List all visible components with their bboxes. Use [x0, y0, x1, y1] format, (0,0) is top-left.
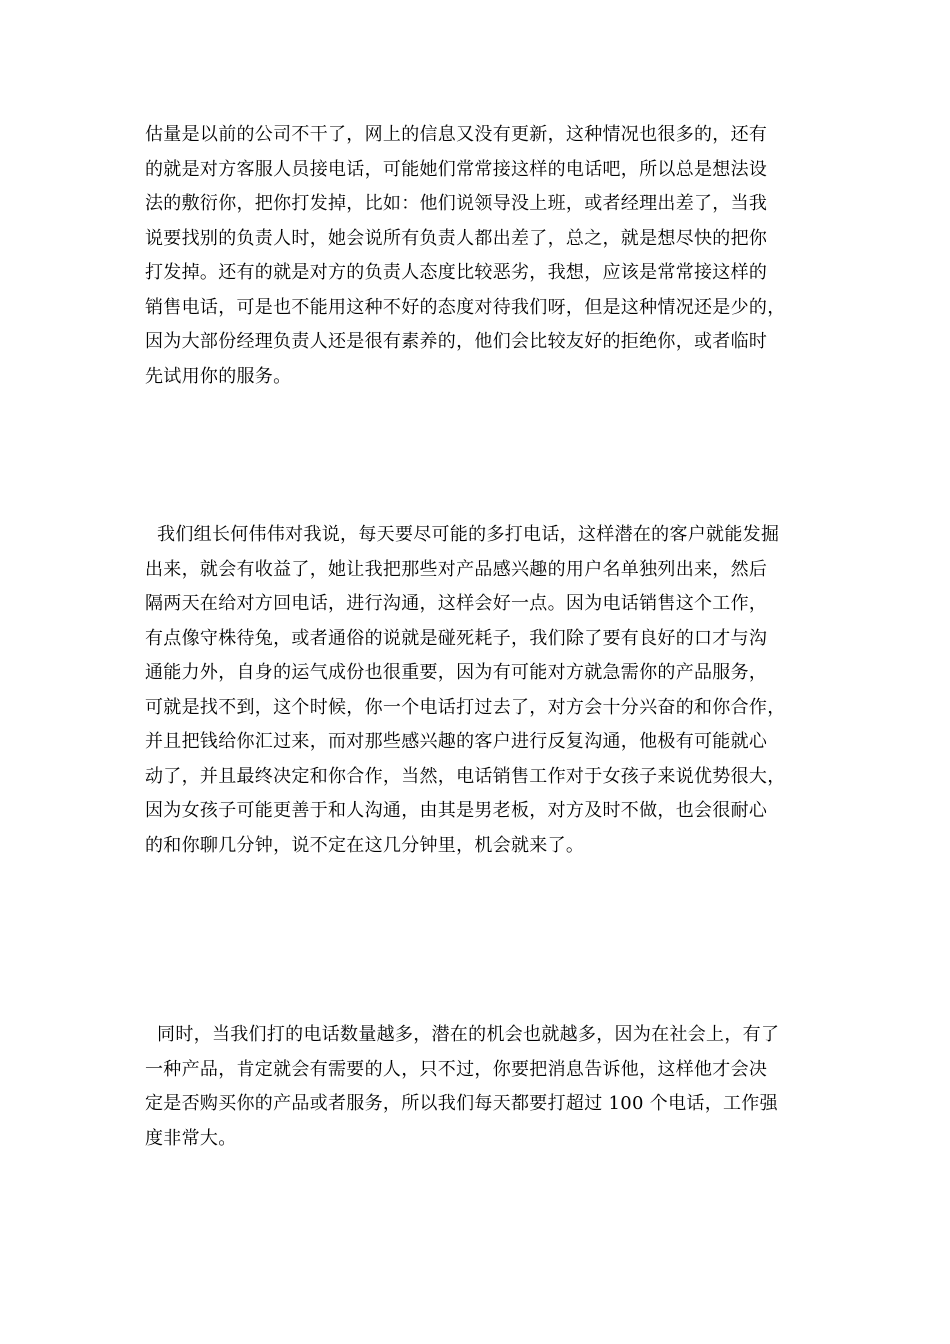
paragraph-line: 定是否购买你的产品或者服务，所以我们每天都要打超过 100 个电话，工作强	[145, 1093, 778, 1114]
paragraph-line: 说要找别的负责人时，她会说所有负责人都出差了，总之，就是想尽快的把你	[145, 227, 768, 249]
paragraph-line: 估量是以前的公司不干了，网上的信息又没有更新，这种情况也很多的，还有	[145, 124, 768, 145]
paragraph-1	[145, 118, 810, 394]
paragraph-3	[145, 1018, 810, 1156]
paragraph-line: 我们组长何伟伟对我说，每天要尽可能的多打电话，这样潜在的客户就能发掘	[145, 524, 780, 545]
paragraph-line: 一种产品，肯定就会有需要的人，只不过，你要把消息告诉他，这样他才会决	[145, 1058, 768, 1080]
paragraph-line: 通能力外，自身的运气成份也很重要，因为有可能对方就急需你的产品服务，	[145, 662, 768, 683]
paragraph-line: 度非常大。	[145, 1127, 237, 1149]
paragraph-line: 可就是找不到，这个时候，你一个电话打过去了，对方会十分兴奋的和你合作，	[145, 696, 786, 718]
paragraph-line: 有点像守株待兔，或者通俗的说就是碰死耗子，我们除了要有良好的口才与沟	[145, 627, 768, 649]
paragraph-line: 因为大部份经理负责人还是很有素养的，他们会比较友好的拒绝你，或者临时	[145, 331, 768, 352]
paragraph-line: 同时，当我们打的电话数量越多，潜在的机会也就越多，因为在社会上，有了	[145, 1024, 780, 1045]
paragraph-line: 并且把钱给你汇过来，而对那些感兴趣的客户进行反复沟通，他极有可能就心	[145, 731, 768, 752]
paragraph-line: 法的敷衍你，把你打发掉，比如：他们说领导没上班，或者经理出差了，当我	[145, 193, 768, 214]
paragraph-line: 先试用你的服务。	[145, 365, 292, 387]
paragraph-2	[145, 518, 810, 863]
paragraph-line: 动了，并且最终决定和你合作，当然，电话销售工作对于女孩子来说优势很大，	[145, 765, 786, 787]
paragraph-line: 销售电话，可是也不能用这种不好的态度对待我们呀，但是这种情况还是少的，	[145, 296, 786, 318]
paragraph-line: 隔两天在给对方回电话，进行沟通，这样会好一点。因为电话销售这个工作，	[145, 593, 768, 614]
paragraph-line: 因为女孩子可能更善于和人沟通，由其是男老板，对方及时不做，也会很耐心	[145, 800, 768, 821]
paragraph-line: 的和你聊几分钟，说不定在这几分钟里，机会就来了。	[145, 834, 585, 856]
paragraph-line: 出来，就会有收益了，她让我把那些对产品感兴趣的用户名单独列出来，然后	[145, 558, 768, 580]
paragraph-line: 的就是对方客服人员接电话，可能她们常常接这样的电话吧，所以总是想法设	[145, 158, 768, 180]
paragraph-line: 打发掉。还有的就是对方的负责人态度比较恶劣，我想，应该是常常接这样的	[145, 262, 768, 283]
